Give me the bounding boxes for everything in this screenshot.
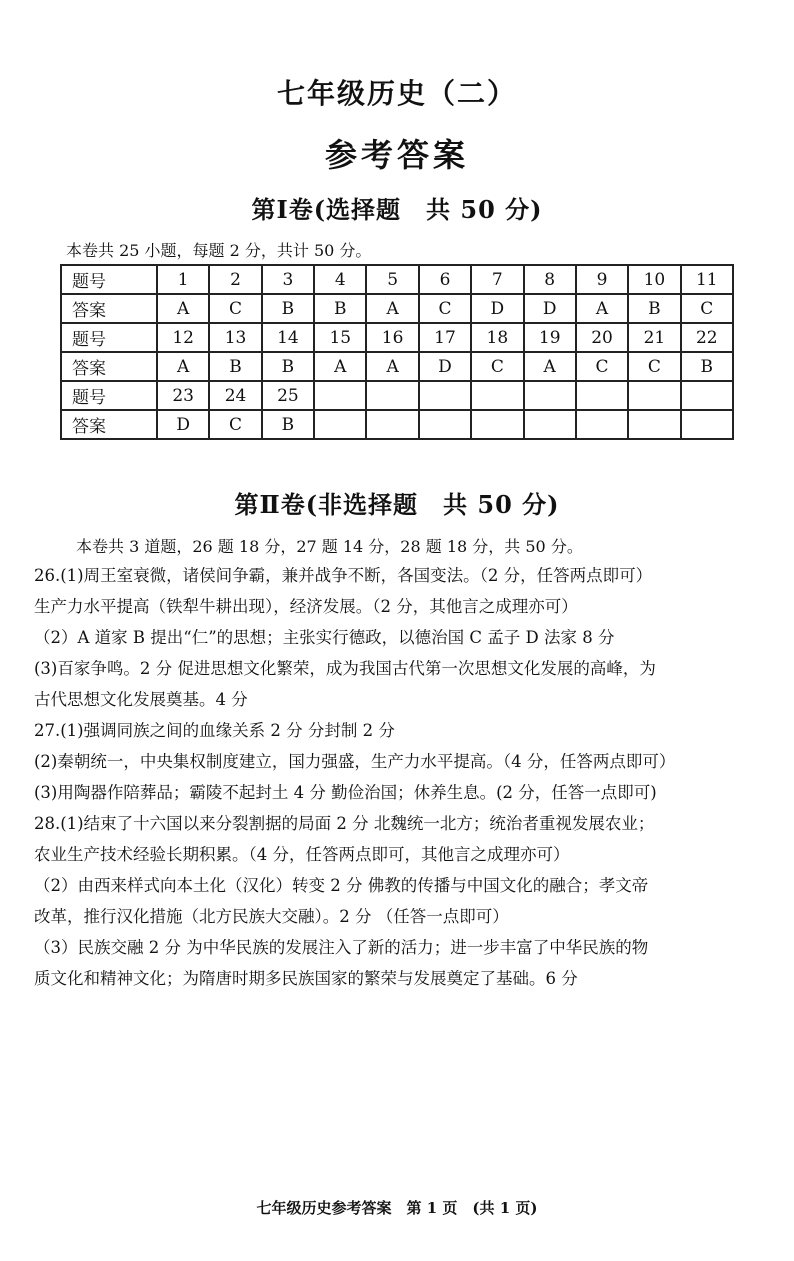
answer-cell <box>681 410 733 439</box>
answer-cell: 8 <box>524 265 576 294</box>
answer-cell <box>628 410 680 439</box>
row-label: 题号 <box>61 265 157 294</box>
answer-cell: 13 <box>209 323 261 352</box>
answer-cell: 4 <box>314 265 366 294</box>
row-label: 题号 <box>61 381 157 410</box>
answer-cell: B <box>681 352 733 381</box>
answer-cell: B <box>262 410 314 439</box>
answer-cell: D <box>471 294 523 323</box>
answer-cell: C <box>419 294 471 323</box>
answer-line: 古代思想文化发展奠基。4 分 <box>34 690 248 709</box>
answer-table-row <box>61 294 733 323</box>
answer-line: (3)用陶器作陪葬品；霸陵不起封土 4 分 勤俭治国；休养生息。(2 分，任答一点即可) <box>34 783 657 802</box>
answer-cell: B <box>628 294 680 323</box>
answer-cell <box>628 381 680 410</box>
answer-cell <box>314 410 366 439</box>
answer-cell: B <box>262 294 314 323</box>
answer-cell: 16 <box>366 323 418 352</box>
part1-heading: 第Ⅰ卷(选择题 共 50 分) <box>251 195 543 224</box>
answer-cell: 10 <box>628 265 680 294</box>
answer-line: 改革，推行汉化措施（北方民族大交融）。2 分 （任答一点即可） <box>34 907 509 926</box>
answer-cell: 2 <box>209 265 261 294</box>
answer-cell: B <box>314 294 366 323</box>
answer-cell <box>576 410 628 439</box>
answer-cell: D <box>157 410 209 439</box>
answer-cell: A <box>366 352 418 381</box>
answer-cell: A <box>157 294 209 323</box>
answer-cell: 1 <box>157 265 209 294</box>
answer-cell: 22 <box>681 323 733 352</box>
answer-cell <box>366 381 418 410</box>
answer-cell <box>471 410 523 439</box>
answer-line: （2）A 道家 B 提出“仁”的思想；主张实行德政，以德治国 C 孟子 D 法家 8 分 <box>34 628 615 647</box>
answer-cell <box>419 381 471 410</box>
answer-cell: A <box>366 294 418 323</box>
answer-cell: C <box>209 294 261 323</box>
answer-cell: 3 <box>262 265 314 294</box>
answer-cell: 25 <box>262 381 314 410</box>
answer-line: 28.(1)结束了十六国以来分裂割据的局面 2 分 北魏统一北方；统治者重视发展农业； <box>34 814 655 833</box>
answer-table-row <box>61 381 733 410</box>
answer-cell: 6 <box>419 265 471 294</box>
answer-line: （2）由西来样式向本土化（汉化）转变 2 分 佛教的传播与中国文化的融合；孝文帝 <box>34 876 649 895</box>
answer-cell: A <box>157 352 209 381</box>
answer-cell: B <box>262 352 314 381</box>
answer-cell <box>524 381 576 410</box>
answer-cell <box>576 381 628 410</box>
document-title: 七年级历史（二） <box>276 77 517 110</box>
answer-cell <box>314 381 366 410</box>
answer-cell <box>366 410 418 439</box>
answer-cell: 20 <box>576 323 628 352</box>
answer-cell: C <box>209 410 261 439</box>
answer-cell: 9 <box>576 265 628 294</box>
answer-line: 27.(1)强调同族之间的血缘关系 2 分 分封制 2 分 <box>34 721 395 740</box>
answer-cell: 12 <box>157 323 209 352</box>
answer-cell: C <box>628 352 680 381</box>
document-subtitle: 参考答案 <box>324 136 469 174</box>
answer-cell: A <box>524 352 576 381</box>
answer-cell: 7 <box>471 265 523 294</box>
answer-cell: 23 <box>157 381 209 410</box>
row-label: 答案 <box>61 410 157 439</box>
part2-answers <box>34 560 774 994</box>
answer-table-body <box>61 265 733 439</box>
answer-line: (3)百家争鸣。2 分 促进思想文化繁荣，成为我国古代第一次思想文化发展的高峰，为 <box>34 659 656 678</box>
answer-table-row <box>61 410 733 439</box>
answer-cell: A <box>314 352 366 381</box>
answer-cell: 18 <box>471 323 523 352</box>
answer-table-row <box>61 323 733 352</box>
answer-table-row <box>61 352 733 381</box>
answer-cell: 14 <box>262 323 314 352</box>
answer-cell: 5 <box>366 265 418 294</box>
answer-cell <box>471 381 523 410</box>
answer-cell <box>419 410 471 439</box>
row-label: 题号 <box>61 323 157 352</box>
answer-cell: C <box>681 294 733 323</box>
answer-cell: D <box>524 294 576 323</box>
answer-line: (2)秦朝统一，中央集权制度建立，国力强盛，生产力水平提高。（4 分，任答两点即可） <box>34 752 676 771</box>
answer-cell: 11 <box>681 265 733 294</box>
answer-cell: C <box>471 352 523 381</box>
answer-line: 26.(1)周王室衰微，诸侯间争霸，兼并战争不断，各国变法。（2 分，任答两点即可） <box>34 566 653 585</box>
part1-intro: 本卷共 25 小题，每题 2 分，共计 50 分。 <box>66 241 372 260</box>
answer-table-row <box>61 265 733 294</box>
answer-cell: B <box>209 352 261 381</box>
answer-table <box>60 264 734 440</box>
page-footer: 七年级历史参考答案 第 1 页 (共 1 页) <box>256 1199 538 1217</box>
part2-intro: 本卷共 3 道题，26 题 18 分，27 题 14 分，28 题 18 分，共 50 分。 <box>76 537 583 556</box>
answer-line: 农业生产技术经验长期积累。（4 分，任答两点即可，其他言之成理亦可） <box>34 845 570 864</box>
answer-cell: 21 <box>628 323 680 352</box>
answer-line: （3）民族交融 2 分 为中华民族的发展注入了新的活力；进一步丰富了中华民族的物 <box>34 938 649 957</box>
answer-cell: A <box>576 294 628 323</box>
row-label: 答案 <box>61 294 157 323</box>
answer-cell <box>681 381 733 410</box>
row-label: 答案 <box>61 352 157 381</box>
answer-cell <box>524 410 576 439</box>
answer-cell: 17 <box>419 323 471 352</box>
part2-heading: 第Ⅱ卷(非选择题 共 50 分) <box>234 490 560 519</box>
answer-cell: 24 <box>209 381 261 410</box>
answer-cell: D <box>419 352 471 381</box>
answer-cell: 15 <box>314 323 366 352</box>
answer-cell: 19 <box>524 323 576 352</box>
answer-line: 生产力水平提高（铁犁牛耕出现），经济发展。（2 分，其他言之成理亦可） <box>34 597 578 616</box>
answer-cell: C <box>576 352 628 381</box>
answer-line: 质文化和精神文化；为隋唐时期多民族国家的繁荣与发展奠定了基础。6 分 <box>34 969 578 988</box>
